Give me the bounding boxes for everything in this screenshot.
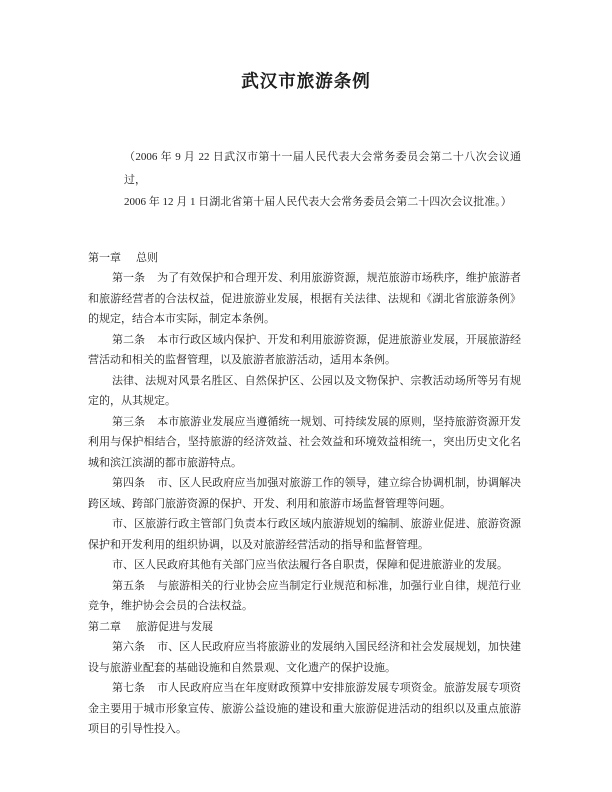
- article-label: 第一条: [112, 272, 146, 284]
- body-paragraph: [88, 555, 521, 576]
- page-title: 武汉市旅游条例: [241, 71, 371, 91]
- article-text: 为了有效保护和合理开发、利用旅游资源，规范旅游市场秩序，维护旅游者和旅游经营者的合法权益，促进旅游业发展，根据有关法律、法规和《湖北省旅游条例》的规定，结合本市实际，制定本条例。: [88, 272, 522, 325]
- article-paragraph: [88, 330, 521, 371]
- article-paragraph: [88, 268, 521, 330]
- article-label: 第二条: [112, 333, 146, 346]
- article-paragraph: [88, 678, 521, 740]
- article-text: 法律、法规对风景名胜区、自然保护区、公园以及文物保护、宗教活动场所等另有规定的，从其规定。: [88, 374, 521, 407]
- document-body: [88, 248, 521, 740]
- preamble-line: 2006 年 12 月 1 日湖北省第十届人民代表大会常务委员会第二十四次会议批准。）: [124, 196, 512, 208]
- article-text: 本市行政区域内保护、开发和利用旅游资源，促进旅游业发展，开展旅游经营活动和相关的监督管理，以及旅游者旅游活动，适用本条例。: [88, 333, 522, 366]
- preamble: [88, 146, 521, 214]
- chapter-heading: [88, 617, 521, 638]
- article-text: 市人民政府应当在年度财政预算中安排旅游发展专项资金。旅游发展专项资金主要用于城市形象宣传、旅游公益设施的建设和重大旅游促进活动的组织以及重点旅游项目的引导性投入。: [88, 682, 522, 735]
- body-paragraph: [88, 514, 521, 555]
- article-label: 第六条: [112, 641, 146, 653]
- article-text: 市、区人民政府应当加强对旅游工作的领导，建立综合协调机制，协调解决跨区域、跨部门旅游资源的保护、开发、利用和旅游市场监督管理等问题。: [88, 477, 522, 510]
- chapter-title: 旅游促进与发展: [136, 620, 213, 633]
- article-text: 市、区人民政府其他有关部门应当依法履行各自职责，保障和促进旅游业的发展。: [112, 559, 508, 571]
- chapter-heading: [88, 248, 521, 269]
- article-label: 第七条: [112, 682, 146, 694]
- article-label: 第三条: [112, 415, 146, 428]
- article-paragraph: [88, 412, 521, 474]
- article-text: 市、区人民政府应当将旅游业的发展纳入国民经济和社会发展规划，加快建设与旅游业配套的基础设施和自然景观、文化遗产的保护设施。: [88, 641, 522, 674]
- article-label: 第五条: [112, 579, 146, 592]
- article-paragraph: [88, 637, 521, 678]
- preamble-line: （2006 年 9 月 22 日武汉市第十一届人民代表大会常务委员会第二十八次会议通过，: [124, 151, 521, 186]
- chapter-number: 第二章: [88, 620, 121, 633]
- article-paragraph: [88, 576, 521, 617]
- article-text: 本市旅游业发展应当遵循统一规划、可持续发展的原则，坚持旅游资源开发利用与保护相结合，坚持旅游的经济效益、社会效益和环境效益相统一，突出历史文化名城和滨江滨湖的都市旅游特点。: [88, 415, 522, 469]
- body-paragraph: [88, 371, 521, 412]
- article-label: 第四条: [112, 477, 146, 489]
- chapter-title: 总则: [136, 251, 158, 264]
- article-text: 市、区旅游行政主管部门负责本行政区域内旅游规划的编制、旅游业促进、旅游资源保护和开发利用的组织协调，以及对旅游经营活动的指导和监督管理。: [88, 518, 521, 551]
- article-text: 与旅游相关的行业协会应当制定行业规范和标准，加强行业自律，规范行业竞争，维护协会会员的合法权益。: [88, 579, 522, 612]
- chapter-number: 第一章: [88, 251, 121, 264]
- article-paragraph: [88, 473, 521, 514]
